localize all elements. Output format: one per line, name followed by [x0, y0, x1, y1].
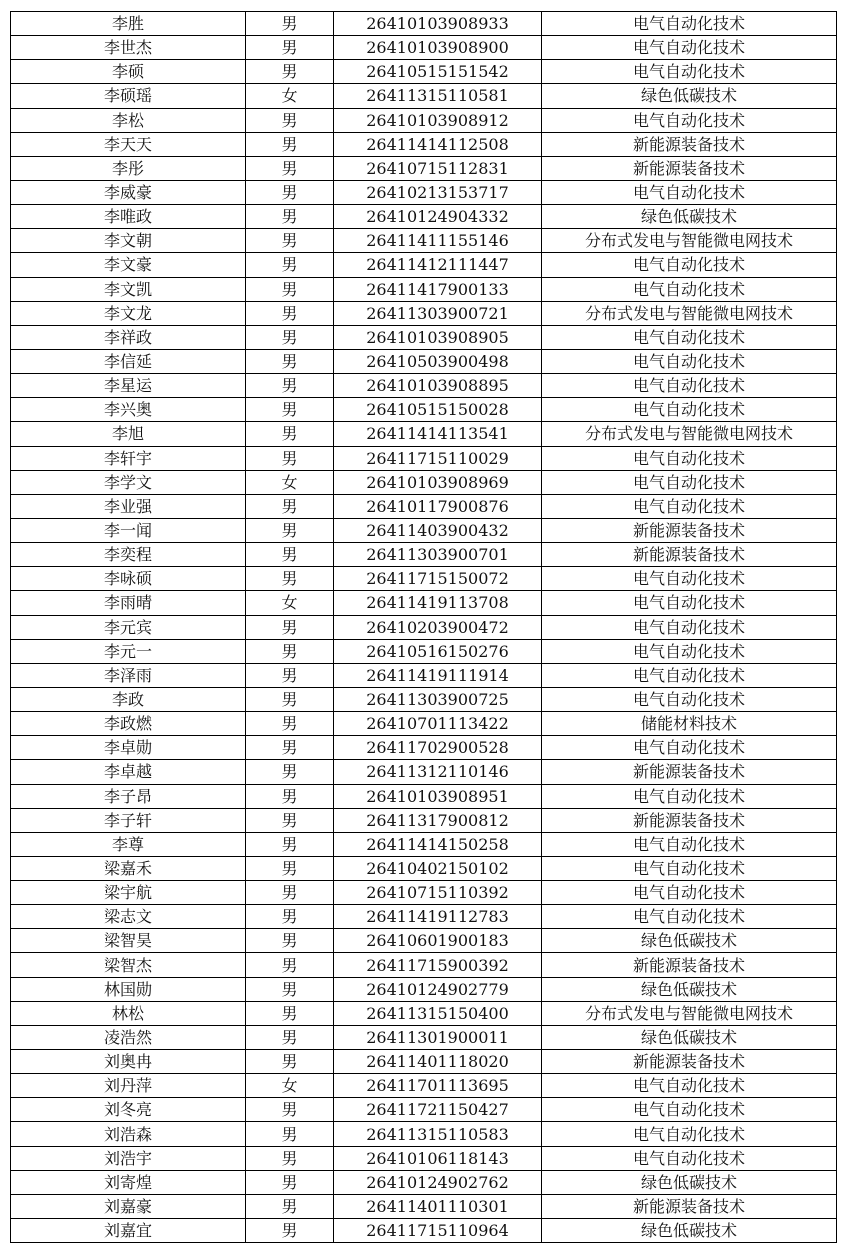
student-name-cell: 刘寄煌 [11, 1170, 246, 1194]
gender-cell: 男 [246, 277, 334, 301]
student-name-cell: 李文凯 [11, 277, 246, 301]
student-name-cell: 李旭 [11, 422, 246, 446]
exam-id-cell: 26411401110301 [334, 1194, 542, 1218]
table-row [11, 446, 837, 470]
major-cell: 电气自动化技术 [542, 60, 837, 84]
exam-id-cell: 26411721150427 [334, 1098, 542, 1122]
major-cell: 储能材料技术 [542, 712, 837, 736]
table-row [11, 1098, 837, 1122]
major-cell: 新能源装备技术 [542, 518, 837, 542]
student-name-cell: 李信延 [11, 349, 246, 373]
major-cell: 电气自动化技术 [542, 736, 837, 760]
table-row [11, 977, 837, 1001]
gender-cell: 男 [246, 760, 334, 784]
gender-cell: 男 [246, 1025, 334, 1049]
student-name-cell: 刘嘉豪 [11, 1194, 246, 1218]
table-row [11, 374, 837, 398]
table-row [11, 132, 837, 156]
major-cell: 电气自动化技术 [542, 253, 837, 277]
major-cell: 绿色低碳技术 [542, 205, 837, 229]
major-cell: 绿色低碳技术 [542, 929, 837, 953]
table-row [11, 12, 837, 36]
table-row [11, 108, 837, 132]
major-cell: 电气自动化技术 [542, 325, 837, 349]
student-name-cell: 林国勋 [11, 977, 246, 1001]
table-row [11, 760, 837, 784]
major-cell: 电气自动化技术 [542, 1098, 837, 1122]
major-cell: 电气自动化技术 [542, 784, 837, 808]
exam-id-cell: 26410103908895 [334, 374, 542, 398]
major-cell: 电气自动化技术 [542, 591, 837, 615]
exam-id-cell: 26411715900392 [334, 953, 542, 977]
table-row [11, 60, 837, 84]
table-row [11, 36, 837, 60]
exam-id-cell: 26411315110581 [334, 84, 542, 108]
table-row [11, 84, 837, 108]
student-name-cell: 李政燃 [11, 712, 246, 736]
exam-id-cell: 26410103908912 [334, 108, 542, 132]
major-cell: 电气自动化技术 [542, 180, 837, 204]
major-cell: 电气自动化技术 [542, 1146, 837, 1170]
exam-id-cell: 26410103908969 [334, 470, 542, 494]
student-name-cell: 梁志文 [11, 905, 246, 929]
exam-id-cell: 26410124902762 [334, 1170, 542, 1194]
student-name-cell: 李子昂 [11, 784, 246, 808]
major-cell: 电气自动化技术 [542, 663, 837, 687]
table-row [11, 325, 837, 349]
student-name-cell: 李卓勋 [11, 736, 246, 760]
student-name-cell: 李文龙 [11, 301, 246, 325]
major-cell: 电气自动化技术 [542, 470, 837, 494]
student-name-cell: 梁嘉禾 [11, 856, 246, 880]
major-cell: 电气自动化技术 [542, 615, 837, 639]
major-cell: 电气自动化技术 [542, 905, 837, 929]
major-cell: 电气自动化技术 [542, 12, 837, 36]
exam-id-cell: 26411315150400 [334, 1001, 542, 1025]
major-cell: 新能源装备技术 [542, 132, 837, 156]
exam-id-cell: 26410117900876 [334, 494, 542, 518]
student-name-cell: 李子轩 [11, 808, 246, 832]
student-name-cell: 凌浩然 [11, 1025, 246, 1049]
table-row [11, 1146, 837, 1170]
exam-id-cell: 26411419112783 [334, 905, 542, 929]
table-row [11, 905, 837, 929]
major-cell: 绿色低碳技术 [542, 1170, 837, 1194]
gender-cell: 男 [246, 808, 334, 832]
student-name-cell: 李卓越 [11, 760, 246, 784]
gender-cell: 男 [246, 349, 334, 373]
exam-id-cell: 26410103908905 [334, 325, 542, 349]
student-name-cell: 李咏硕 [11, 567, 246, 591]
table-row [11, 1122, 837, 1146]
table-row [11, 639, 837, 663]
exam-id-cell: 26410701113422 [334, 712, 542, 736]
exam-id-cell: 26411411155146 [334, 229, 542, 253]
gender-cell: 男 [246, 325, 334, 349]
gender-cell: 男 [246, 567, 334, 591]
exam-id-cell: 26410601900183 [334, 929, 542, 953]
gender-cell: 男 [246, 1170, 334, 1194]
student-name-cell: 李硕瑶 [11, 84, 246, 108]
exam-id-cell: 26410103908951 [334, 784, 542, 808]
student-name-cell: 李唯政 [11, 205, 246, 229]
exam-id-cell: 26411401118020 [334, 1050, 542, 1074]
table-row [11, 518, 837, 542]
exam-id-cell: 26411419113708 [334, 591, 542, 615]
table-row [11, 1074, 837, 1098]
exam-id-cell: 26411312110146 [334, 760, 542, 784]
gender-cell: 男 [246, 736, 334, 760]
gender-cell: 男 [246, 1146, 334, 1170]
major-cell: 电气自动化技术 [542, 881, 837, 905]
gender-cell: 男 [246, 687, 334, 711]
gender-cell: 男 [246, 953, 334, 977]
table-row [11, 1194, 837, 1218]
exam-id-cell: 26411419111914 [334, 663, 542, 687]
major-cell: 新能源装备技术 [542, 1194, 837, 1218]
major-cell: 分布式发电与智能微电网技术 [542, 1001, 837, 1025]
roster-body [11, 12, 837, 1243]
exam-id-cell: 26411414112508 [334, 132, 542, 156]
student-name-cell: 李彤 [11, 156, 246, 180]
gender-cell: 男 [246, 905, 334, 929]
exam-id-cell: 26410402150102 [334, 856, 542, 880]
table-row [11, 205, 837, 229]
major-cell: 分布式发电与智能微电网技术 [542, 422, 837, 446]
major-cell: 电气自动化技术 [542, 277, 837, 301]
table-row [11, 470, 837, 494]
exam-id-cell: 26411702900528 [334, 736, 542, 760]
exam-id-cell: 26410515151542 [334, 60, 542, 84]
major-cell: 新能源装备技术 [542, 543, 837, 567]
student-name-cell: 李胜 [11, 12, 246, 36]
gender-cell: 女 [246, 84, 334, 108]
gender-cell: 男 [246, 229, 334, 253]
exam-id-cell: 26410103908900 [334, 36, 542, 60]
gender-cell: 男 [246, 374, 334, 398]
student-name-cell: 李元宾 [11, 615, 246, 639]
student-name-cell: 李轩宇 [11, 446, 246, 470]
major-cell: 电气自动化技术 [542, 108, 837, 132]
exam-id-cell: 26411303900725 [334, 687, 542, 711]
student-name-cell: 梁智杰 [11, 953, 246, 977]
student-name-cell: 刘丹萍 [11, 1074, 246, 1098]
student-name-cell: 李硕 [11, 60, 246, 84]
student-name-cell: 李祥政 [11, 325, 246, 349]
major-cell: 分布式发电与智能微电网技术 [542, 301, 837, 325]
exam-id-cell: 26411715110964 [334, 1219, 542, 1243]
table-row [11, 494, 837, 518]
table-row [11, 663, 837, 687]
gender-cell: 男 [246, 1122, 334, 1146]
major-cell: 电气自动化技术 [542, 1074, 837, 1098]
exam-id-cell: 26411403900432 [334, 518, 542, 542]
table-row [11, 712, 837, 736]
table-row [11, 567, 837, 591]
major-cell: 电气自动化技术 [542, 687, 837, 711]
gender-cell: 男 [246, 446, 334, 470]
exam-id-cell: 26411301900011 [334, 1025, 542, 1049]
table-row [11, 615, 837, 639]
gender-cell: 男 [246, 881, 334, 905]
table-row [11, 808, 837, 832]
gender-cell: 男 [246, 1219, 334, 1243]
table-row [11, 591, 837, 615]
student-name-cell: 李雨晴 [11, 591, 246, 615]
student-name-cell: 刘浩宇 [11, 1146, 246, 1170]
table-row [11, 422, 837, 446]
student-name-cell: 李天天 [11, 132, 246, 156]
gender-cell: 男 [246, 856, 334, 880]
exam-id-cell: 26411414150258 [334, 832, 542, 856]
student-name-cell: 李世杰 [11, 36, 246, 60]
gender-cell: 男 [246, 543, 334, 567]
exam-id-cell: 26410516150276 [334, 639, 542, 663]
table-row [11, 349, 837, 373]
major-cell: 电气自动化技术 [542, 1122, 837, 1146]
gender-cell: 男 [246, 712, 334, 736]
student-name-cell: 李威豪 [11, 180, 246, 204]
table-row [11, 301, 837, 325]
table-row [11, 1001, 837, 1025]
table-row [11, 1170, 837, 1194]
gender-cell: 男 [246, 422, 334, 446]
student-name-cell: 李尊 [11, 832, 246, 856]
table-row [11, 953, 837, 977]
gender-cell: 女 [246, 1074, 334, 1098]
student-name-cell: 梁宇航 [11, 881, 246, 905]
major-cell: 电气自动化技术 [542, 494, 837, 518]
table-row [11, 543, 837, 567]
exam-id-cell: 26411317900812 [334, 808, 542, 832]
exam-id-cell: 26411701113695 [334, 1074, 542, 1098]
student-name-cell: 林松 [11, 1001, 246, 1025]
exam-id-cell: 26410106118143 [334, 1146, 542, 1170]
gender-cell: 女 [246, 470, 334, 494]
gender-cell: 男 [246, 1001, 334, 1025]
major-cell: 电气自动化技术 [542, 446, 837, 470]
exam-id-cell: 26410103908933 [334, 12, 542, 36]
gender-cell: 男 [246, 977, 334, 1001]
student-name-cell: 刘嘉宜 [11, 1219, 246, 1243]
table-row [11, 156, 837, 180]
gender-cell: 男 [246, 1050, 334, 1074]
major-cell: 分布式发电与智能微电网技术 [542, 229, 837, 253]
exam-id-cell: 26411303900721 [334, 301, 542, 325]
major-cell: 绿色低碳技术 [542, 84, 837, 108]
gender-cell: 男 [246, 180, 334, 204]
gender-cell: 男 [246, 108, 334, 132]
table-row [11, 1025, 837, 1049]
gender-cell: 男 [246, 398, 334, 422]
student-name-cell: 李文豪 [11, 253, 246, 277]
gender-cell: 男 [246, 156, 334, 180]
student-name-cell: 李文朝 [11, 229, 246, 253]
major-cell: 电气自动化技术 [542, 567, 837, 591]
exam-id-cell: 26411715150072 [334, 567, 542, 591]
exam-id-cell: 26410203900472 [334, 615, 542, 639]
major-cell: 新能源装备技术 [542, 1050, 837, 1074]
exam-id-cell: 26410715112831 [334, 156, 542, 180]
student-name-cell: 李学文 [11, 470, 246, 494]
gender-cell: 男 [246, 1194, 334, 1218]
gender-cell: 男 [246, 205, 334, 229]
student-name-cell: 李奕程 [11, 543, 246, 567]
gender-cell: 男 [246, 36, 334, 60]
exam-id-cell: 26411417900133 [334, 277, 542, 301]
exam-id-cell: 26410515150028 [334, 398, 542, 422]
major-cell: 绿色低碳技术 [542, 977, 837, 1001]
table-row [11, 784, 837, 808]
exam-id-cell: 26410715110392 [334, 881, 542, 905]
student-name-cell: 李兴奥 [11, 398, 246, 422]
student-name-cell: 刘浩森 [11, 1122, 246, 1146]
major-cell: 电气自动化技术 [542, 639, 837, 663]
major-cell: 电气自动化技术 [542, 374, 837, 398]
gender-cell: 女 [246, 591, 334, 615]
exam-id-cell: 26411414113541 [334, 422, 542, 446]
exam-id-cell: 26411412111447 [334, 253, 542, 277]
gender-cell: 男 [246, 518, 334, 542]
major-cell: 新能源装备技术 [542, 156, 837, 180]
student-name-cell: 李业强 [11, 494, 246, 518]
gender-cell: 男 [246, 132, 334, 156]
table-row [11, 881, 837, 905]
table-row [11, 277, 837, 301]
table-row [11, 1219, 837, 1243]
exam-id-cell: 26410124902779 [334, 977, 542, 1001]
gender-cell: 男 [246, 60, 334, 84]
gender-cell: 男 [246, 663, 334, 687]
gender-cell: 男 [246, 639, 334, 663]
student-name-cell: 刘奥冉 [11, 1050, 246, 1074]
student-name-cell: 李政 [11, 687, 246, 711]
exam-id-cell: 26411315110583 [334, 1122, 542, 1146]
major-cell: 新能源装备技术 [542, 808, 837, 832]
student-name-cell: 刘冬亮 [11, 1098, 246, 1122]
gender-cell: 男 [246, 12, 334, 36]
major-cell: 绿色低碳技术 [542, 1219, 837, 1243]
student-roster-table [10, 11, 837, 1243]
gender-cell: 男 [246, 615, 334, 639]
student-name-cell: 李一闻 [11, 518, 246, 542]
student-name-cell: 梁智昊 [11, 929, 246, 953]
exam-id-cell: 26411303900701 [334, 543, 542, 567]
major-cell: 电气自动化技术 [542, 349, 837, 373]
gender-cell: 男 [246, 832, 334, 856]
table-row [11, 253, 837, 277]
major-cell: 电气自动化技术 [542, 398, 837, 422]
exam-id-cell: 26410503900498 [334, 349, 542, 373]
major-cell: 新能源装备技术 [542, 760, 837, 784]
gender-cell: 男 [246, 253, 334, 277]
major-cell: 电气自动化技术 [542, 832, 837, 856]
table-row [11, 856, 837, 880]
exam-id-cell: 26410213153717 [334, 180, 542, 204]
table-row [11, 736, 837, 760]
table-row [11, 1050, 837, 1074]
gender-cell: 男 [246, 784, 334, 808]
table-row [11, 229, 837, 253]
table-row [11, 687, 837, 711]
gender-cell: 男 [246, 929, 334, 953]
major-cell: 新能源装备技术 [542, 953, 837, 977]
major-cell: 电气自动化技术 [542, 36, 837, 60]
table-row [11, 180, 837, 204]
table-row [11, 832, 837, 856]
gender-cell: 男 [246, 494, 334, 518]
student-name-cell: 李星运 [11, 374, 246, 398]
table-row [11, 398, 837, 422]
student-name-cell: 李松 [11, 108, 246, 132]
gender-cell: 男 [246, 301, 334, 325]
exam-id-cell: 26410124904332 [334, 205, 542, 229]
major-cell: 电气自动化技术 [542, 856, 837, 880]
table-row [11, 929, 837, 953]
major-cell: 绿色低碳技术 [542, 1025, 837, 1049]
exam-id-cell: 26411715110029 [334, 446, 542, 470]
student-name-cell: 李元一 [11, 639, 246, 663]
student-name-cell: 李泽雨 [11, 663, 246, 687]
gender-cell: 男 [246, 1098, 334, 1122]
